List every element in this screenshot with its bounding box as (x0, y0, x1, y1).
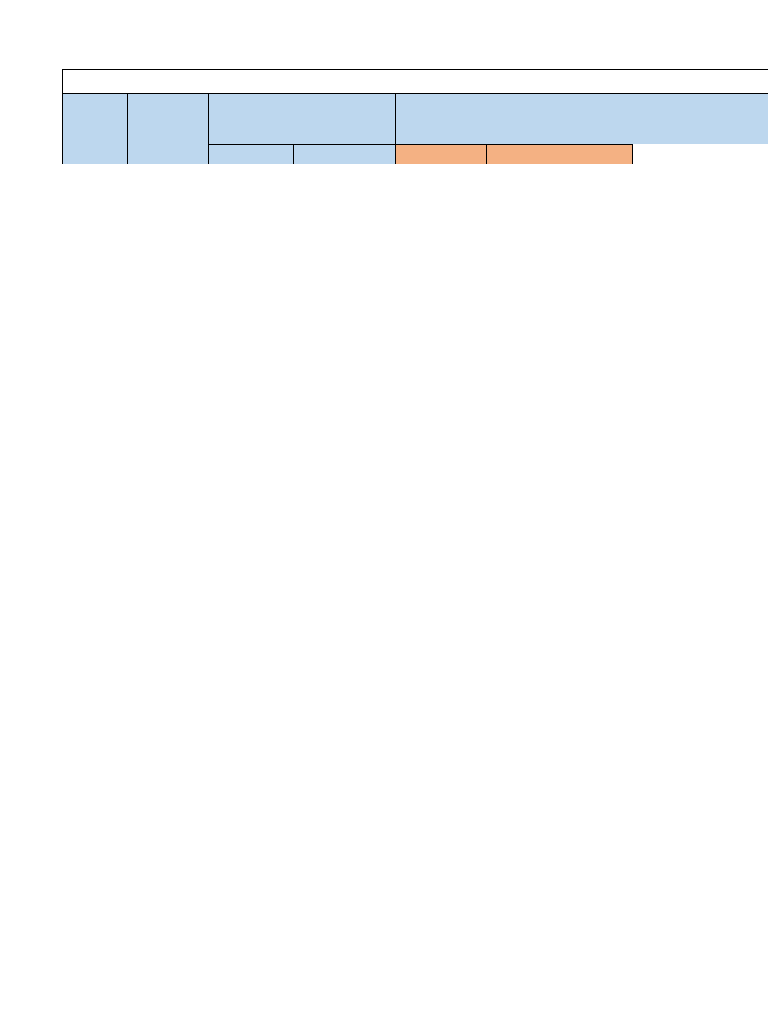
header-performance[interactable] (208, 93, 395, 144)
record-ser-no-cell[interactable] (62, 164, 127, 381)
sheet-title (62, 69, 768, 93)
header-statpack[interactable] (486, 144, 633, 164)
record-facility-name-cell[interactable] (127, 362, 208, 381)
header-facility-name[interactable] (127, 93, 208, 164)
header-unit[interactable] (395, 144, 486, 164)
header-positive[interactable] (293, 144, 395, 164)
header-ser-no[interactable] (62, 93, 127, 164)
header-kit-on-hand[interactable] (395, 93, 768, 144)
header-hts-test[interactable] (208, 144, 293, 164)
